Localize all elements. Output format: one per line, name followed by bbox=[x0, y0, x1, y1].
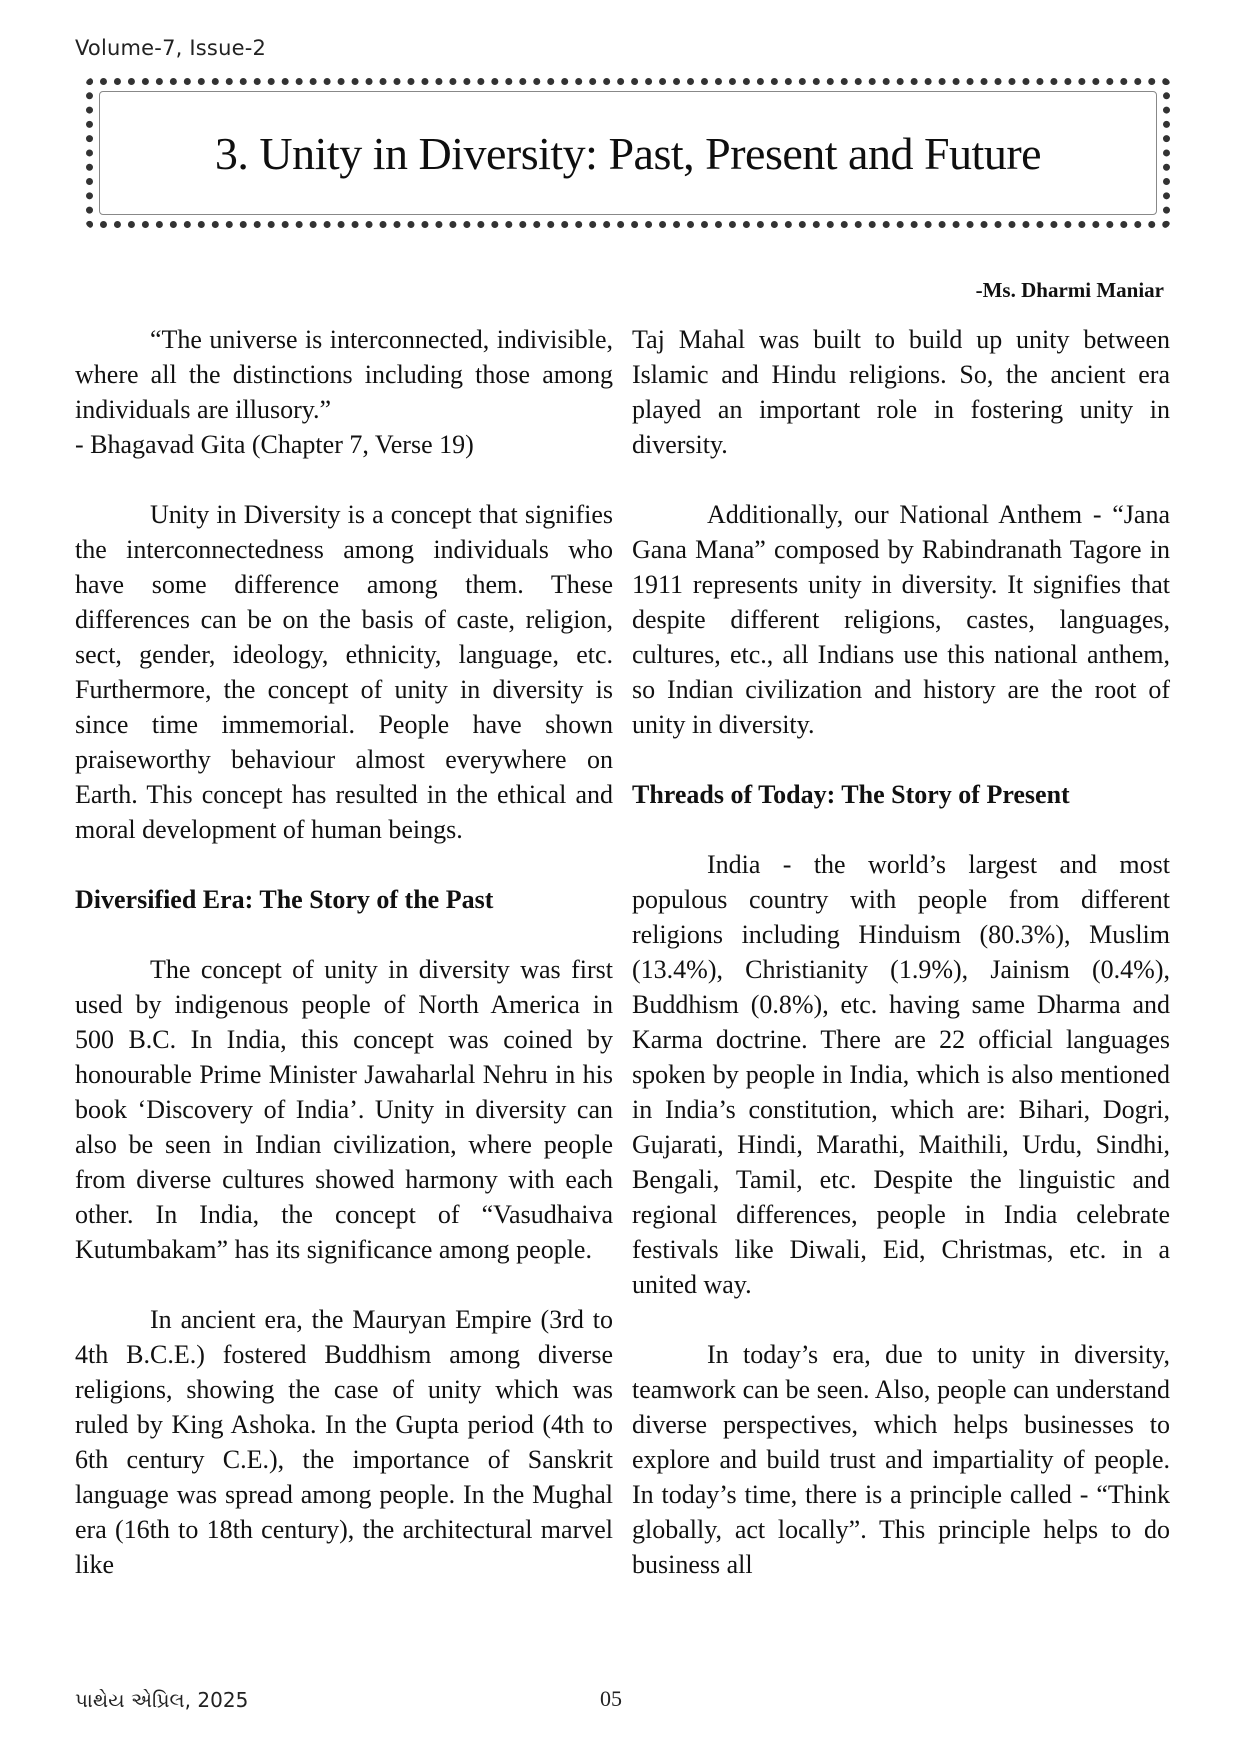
publication-footer: પાથેય એપ્રિલ, 2025 bbox=[75, 1688, 249, 1712]
article-title: 3. Unity in Diversity: Past, Present and Future bbox=[214, 127, 1042, 179]
page-number: 05 bbox=[600, 1686, 622, 1711]
author-byline: -Ms. Dharmi Maniar bbox=[975, 278, 1164, 302]
paragraph: Additionally, our National Anthem - “Jana Gana Mana” composed by Rabindranath Tagore in 1911 represents unity in diversity. It signifies that despite different religions, castes, languages, cultures, etc., all Indians use this national anthem, so Indian civilization and history are the root of unity in diversity. bbox=[632, 500, 1170, 739]
section-heading-present: Threads of Today: The Story of Present bbox=[632, 780, 1070, 809]
title-inner-border bbox=[99, 91, 1157, 215]
paragraph: In ancient era, the Mauryan Empire (3rd to 4th B.C.E.) fostered Buddhism among diverse religions, showing the case of unity which was ruled by King Ashoka. In the Gupta period (4th to 6th century C.E.), the importance of Sanskrit language was spread among people. In the Mughal era (16th to 18th century), the architectural marvel like bbox=[75, 1305, 613, 1579]
title-frame bbox=[86, 78, 1170, 228]
paragraph: Unity in Diversity is a concept that signifies the interconnectedness among individuals who have some difference among them. These differences can be on the basis of caste, religion, sect, gender, ideology, ethnicity, language, etc. Furthermore, the concept of unity in diversity is since time immemorial. People have shown praiseworthy behaviour almost everywhere on Earth. This concept has resulted in the ethical and moral development of human beings. bbox=[75, 500, 613, 844]
epigraph-source: - Bhagavad Gita (Chapter 7, Verse 19) bbox=[75, 430, 474, 459]
epigraph-quote: “The universe is interconnected, indivisible, where all the distinctions including those among individuals are illusory.” bbox=[75, 325, 613, 424]
paragraph: India - the world’s largest and most populous country with people from different religions including Hinduism (80.3%), Muslim (13.4%), Christianity (1.9%), Jainism (0.4%), Buddhism (0.8%), etc. having same Dharma and Karma doctrine. There are 22 official languages spoken by people in India, which is also mentioned in India’s constitution, which are: Bihari, Dogri, Gujarati, Hindi, Marathi, Maithili, Urdu, Sindhi, Bengali, Tamil, etc. Despite the linguistic and regional differences, people in India celebrate festivals like Diwali, Eid, Christmas, etc. in a united way. bbox=[632, 850, 1170, 1299]
volume-issue: Volume-7, Issue-2 bbox=[75, 36, 267, 60]
right-column bbox=[632, 322, 1170, 1617]
left-column bbox=[75, 322, 613, 1617]
section-heading-past: Diversified Era: The Story of the Past bbox=[75, 885, 494, 914]
paragraph: In today’s era, due to unity in diversity, teamwork can be seen. Also, people can understand diverse perspectives, which helps businesses to explore and build trust and impartiality of people. In today’s time, there is a principle called - “Think globally, act locally”. This principle helps to do business all bbox=[632, 1340, 1170, 1579]
paragraph: Taj Mahal was built to build up unity between Islamic and Hindu religions. So, the ancient era played an important role in fostering unity in diversity. bbox=[632, 325, 1170, 459]
paragraph: The concept of unity in diversity was first used by indigenous people of North America in 500 B.C. In India, this concept was coined by honourable Prime Minister Jawaharlal Nehru in his book ‘Discovery of India’. Unity in diversity can also be seen in Indian civilization, where people from diverse cultures showed harmony with each other. In India, the concept of “Vasudhaiva Kutumbakam” has its significance among people. bbox=[75, 955, 613, 1264]
